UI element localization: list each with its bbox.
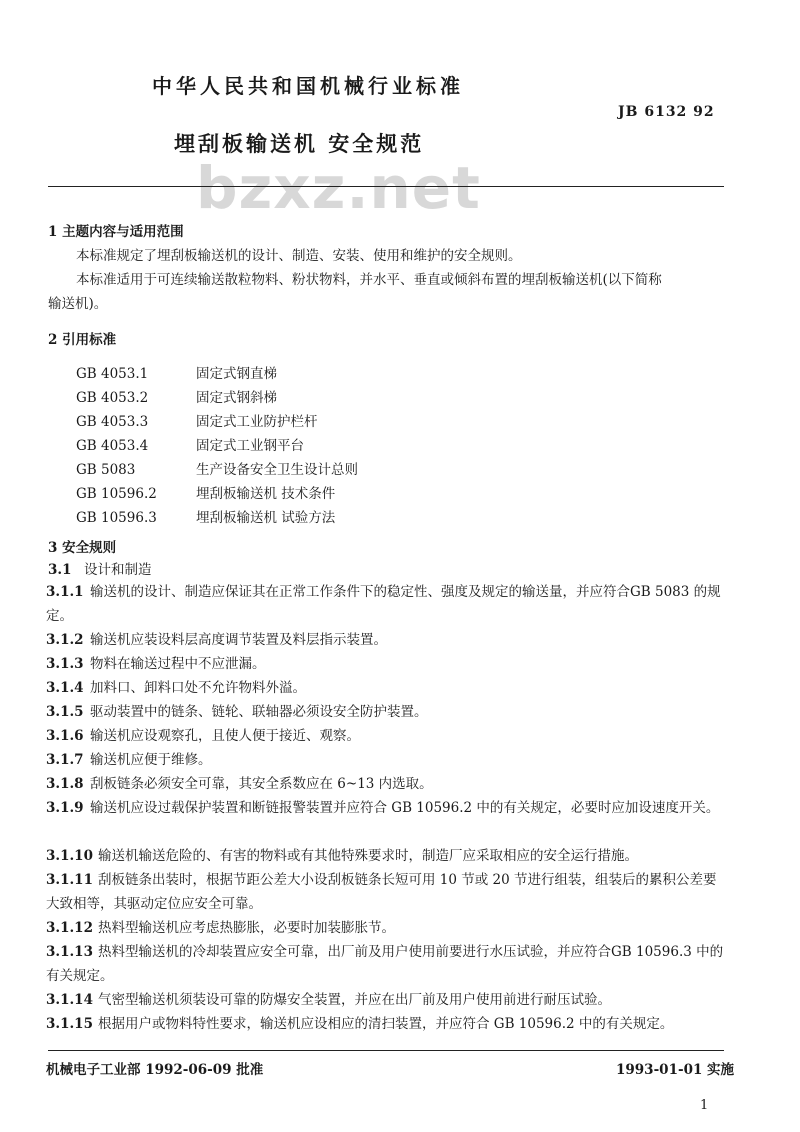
- clause-number: 3.1.3: [46, 656, 84, 672]
- clause: [46, 772, 728, 796]
- clause-text: 根据用户或物料特性要求，输送机应设相应的清扫装置，并应符合 GB 10596.2 中的有关规定。: [98, 1016, 674, 1032]
- clause-number: 3.1.11: [46, 872, 93, 888]
- standard-code: JB 6132 92: [618, 104, 715, 120]
- reference-row: [76, 386, 277, 406]
- standard-organization: 中华人民共和国机械行业标准: [152, 74, 464, 98]
- clause-text: 输送机应装设料层高度调节装置及料层指示装置。: [90, 632, 387, 648]
- clause: [46, 1012, 728, 1036]
- clause: [46, 652, 728, 676]
- clause-text: 物料在输送过程中不应泄漏。: [90, 656, 266, 672]
- reference-row: [76, 506, 335, 526]
- reference-row: [76, 410, 318, 430]
- clause-number: 3.1.7: [46, 752, 84, 768]
- subsection-number: 3.1: [48, 562, 72, 578]
- section-1-para-1: 本标准规定了埋刮板输送机的设计、制造、安装、使用和维护的安全规则。: [76, 248, 522, 264]
- clause: [46, 988, 728, 1012]
- reference-code: GB 4053.4: [76, 438, 149, 454]
- clause: [46, 844, 728, 868]
- clause-text: 输送机的设计、制造应保证其在正常工作条件下的稳定性、强度及规定的输送量，并应符合GB 5083 的规定。: [46, 584, 721, 624]
- reference-name: 固定式钢斜梯: [196, 390, 277, 406]
- clause-number: 3.1.1: [46, 584, 84, 600]
- subsection-3-1-heading: [48, 558, 152, 582]
- section-1-heading: 1 主题内容与适用范围: [48, 224, 184, 240]
- section-2-heading: 2 引用标准: [48, 332, 117, 348]
- clause-text: 刮板链条必须安全可靠，其安全系数应在 6~13 内选取。: [90, 776, 433, 792]
- clause-text: 热料型输送机的冷却装置应安全可靠，出厂前及用户使用前要进行水压试验，并应符合GB 10596.3 中的有关规定。: [46, 944, 724, 984]
- clause: [46, 676, 728, 700]
- clause-number: 3.1.12: [46, 920, 93, 936]
- reference-row: [76, 458, 358, 478]
- clause-text: 输送机应便于维修。: [90, 752, 212, 768]
- reference-code: GB 5083: [76, 462, 136, 478]
- reference-code: GB 4053.1: [76, 366, 149, 382]
- clause: [46, 796, 728, 820]
- clause: [46, 916, 728, 940]
- footer-rule: [48, 1050, 724, 1051]
- clause-text: 输送机输送危险的、有害的物料或有其他特殊要求时，制造厂应采取相应的安全运行措施。: [98, 848, 638, 864]
- clause-number: 3.1.10: [46, 848, 93, 864]
- clause: [46, 748, 728, 772]
- reference-row: [76, 434, 304, 454]
- clause-number: 3.1.2: [46, 632, 84, 648]
- reference-code: GB 4053.3: [76, 414, 149, 430]
- reference-name: 固定式工业钢平台: [196, 438, 304, 454]
- effective-date: 1993-01-01 实施: [616, 1062, 735, 1078]
- clause-text: 热料型输送机应考虑热膨胀，必要时加装膨胀节。: [98, 920, 395, 936]
- header-rule: [48, 186, 724, 187]
- clause-text: 输送机应设观察孔，且使人便于接近、观察。: [90, 728, 360, 744]
- clause: [46, 724, 728, 748]
- clause-text: 输送机应设过载保护装置和断链报警装置并应符合 GB 10596.2 中的有关规定，必要时应加设速度开关。: [90, 800, 720, 816]
- reference-name: 生产设备安全卫生设计总则: [196, 462, 358, 478]
- clause-number: 3.1.15: [46, 1016, 93, 1032]
- clause-number: 3.1.8: [46, 776, 84, 792]
- clause-number: 3.1.4: [46, 680, 84, 696]
- section-1-para-2-line-2: 输送机)。: [48, 296, 108, 312]
- reference-name: 埋刮板输送机 技术条件: [196, 486, 336, 502]
- reference-code: GB 10596.3: [76, 510, 157, 526]
- clause: [46, 580, 728, 628]
- reference-name: 固定式钢直梯: [196, 366, 277, 382]
- clause: [46, 940, 728, 988]
- clause-number: 3.1.14: [46, 992, 93, 1008]
- reference-code: GB 10596.2: [76, 486, 157, 502]
- subsection-title: 设计和制造: [84, 562, 152, 578]
- clause: [46, 700, 728, 724]
- clause: [46, 868, 728, 916]
- reference-name: 埋刮板输送机 试验方法: [196, 510, 336, 526]
- reference-name: 固定式工业防护栏杆: [196, 414, 318, 430]
- reference-code: GB 4053.2: [76, 390, 149, 406]
- document-title: 埋刮板输送机 安全规范: [174, 131, 425, 156]
- clause-text: 加料口、卸料口处不允许物料外溢。: [90, 680, 306, 696]
- clause-text: 气密型输送机须装设可靠的防爆安全装置，并应在出厂前及用户使用前进行耐压试验。: [98, 992, 611, 1008]
- clause-number: 3.1.6: [46, 728, 84, 744]
- page-number: 1: [700, 1098, 709, 1113]
- watermark: bzxz.net: [196, 154, 481, 222]
- clause-text: 刮板链条出装时，根据节距公差大小设刮板链条长短可用 10 节或 20 节进行组装，组装后的累积公差要大致相等，其驱动定位应安全可靠。: [46, 872, 717, 912]
- clause-text: 驱动装置中的链条、链轮、联轴器必须设安全防护装置。: [90, 704, 428, 720]
- reference-row: [76, 482, 335, 502]
- approval-info: 机械电子工业部 1992-06-09 批准: [46, 1062, 264, 1078]
- clause-number: 3.1.5: [46, 704, 84, 720]
- clause-number: 3.1.13: [46, 944, 93, 960]
- section-3-heading: 3 安全规则: [48, 540, 117, 556]
- section-1-para-2-line-1: 本标准适用于可连续输送散粒物料、粉状物料，并水平、垂直或倾斜布置的埋刮板输送机(以下简称: [76, 272, 662, 288]
- clause-number: 3.1.9: [46, 800, 84, 816]
- reference-row: [76, 362, 277, 382]
- clause: [46, 628, 728, 652]
